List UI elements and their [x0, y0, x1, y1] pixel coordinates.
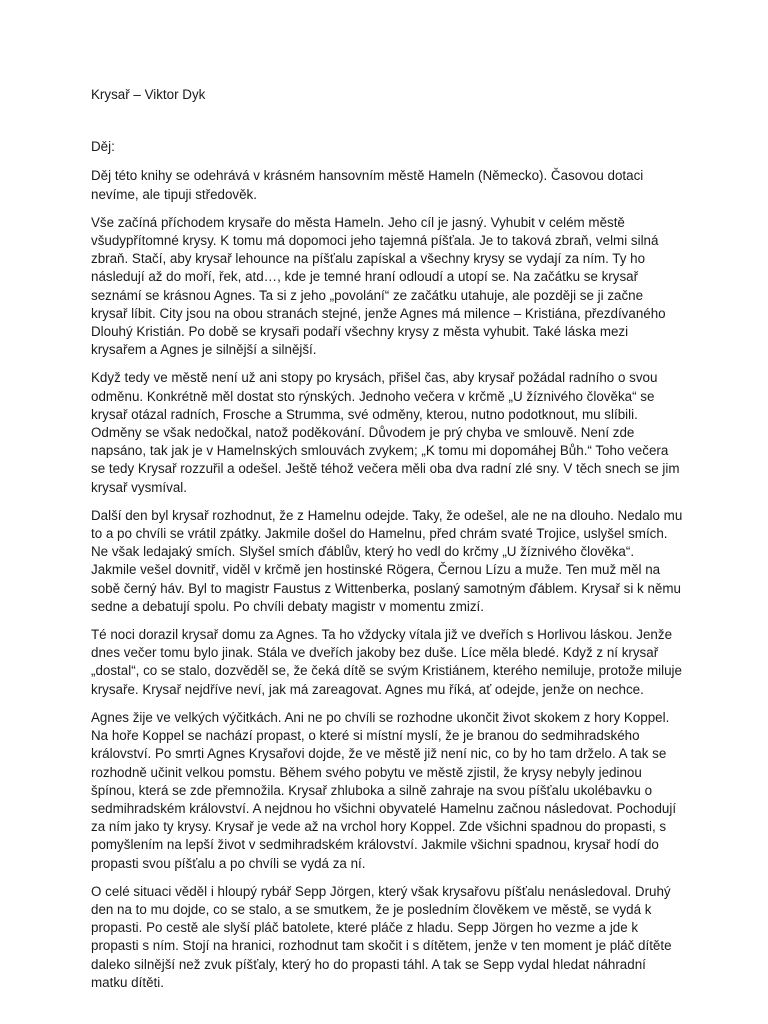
document-page [91, 86, 683, 992]
paragraph-5: Té noci dorazil krysař domu za Agnes. Ta ho vždycky vítala již ve dveřích s Horlivou láskou. Jenže dnes večer tomu bylo jinak. Stála ve dveřích jakoby bez duše. Líce měla bledé. Když z ní krysař „dostal“, co se stalo, dozvěděl se, že čeká dítě se svým Kristiánem, kterého nemiluje, protože miluje krysaře. Krysař nejdříve neví, jak má zareagovat. Agnes mu říká, ať odejde, jenže on nechce. [91, 627, 682, 697]
paragraph-3: Když tedy ve městě není už ani stopy po krysách, přišel čas, aby krysař požádal radního o svou odměnu. Konkrétně měl dostat sto rýnských. Jednoho večera v krčmě „U žíznivého člověka“ se krysař otázal radních, Frosche a Strumma, své odměny, kterou, nutno podotknout, mu slíbili. Odměny se však nedočkal, natož poděkování. Důvodem je prý chyba ve smlouvě. Není zde napsáno, tak jak je v Hamelnských smlouvách zvykem; „K tomu mi dopomáhej Bůh.“ Toho večera se tedy Krysař rozzuřil a odešel. Ještě téhož večera měli oba dva radní zlé sny. V těch snech se jim krysař vysmíval. [91, 370, 680, 495]
paragraph-6: Agnes žije ve velkých výčitkách. Ani ne po chvíli se rozhodne ukončit život skokem z hory Koppel. Na hoře Koppel se nachází propast, o které si místní myslí, že je branou do sedmihradského království. Po smrti Agnes Krysařovi dojde, že ve městě již není nic, co by ho tam drželo. A tak se rozhodně učinit velkou pomstu. Během svého pobytu ve městě zjistil, že krysy nebyly jedinou špínou, která se zde přemnožila. Krysař zhluboka a silně zahraje na svou píšťalu ukolébavku o sedmihradském království. A nejdnou ho všichni obyvatelé Hamelnu začnou následovat. Pochodují za ním jako ty krysy. Krysař je vede až na vrchol hory Koppel. Zde všichni spadnou do propasti, s pomyšlením na lepší život v sedmihradském království. Jakmile všichni spadnou, krysař hodí do propasti svou píšťalu a po chvíli se vydá za ní. [91, 709, 677, 871]
paragraph-1: Děj této knihy se odehrává v krásném hansovním městě Hameln (Německo). Časovou dotaci nevíme, ale tipuji středověk. [91, 168, 644, 202]
paragraph-2: Vše začíná příchodem krysaře do města Hameln. Jeho cíl je jasný. Vyhubit v celém městě všudypřítomné krysy. K tomu má dopomoci jeho tajemná píšťala. Je to taková zbraň, velmi silná zbraň. Stačí, aby krysař lehounce na píšťalu zapískal a všechny krysy se vydají za ním. Ty ho následují až do moří, řek, atd…, kde je temné hraní odloudí a utopí se. Na začátku se krysař seznámí se krásnou Agnes. Ta si z jeho „povolání“ ze začátku utahuje, ale později se ji začne krysař líbit. City jsou na obou stranách stejné, jenže Agnes má milence – Kristiána, přezdívaného Dlouhý Kristián. Po době se krysaři podaří všechny krysy z města vyhubit. Také láska mezi krysařem a Agnes je silnější a silnější. [91, 214, 666, 358]
document-title: Krysař – Viktor Dyk [91, 87, 206, 102]
section-label: Děj: [91, 139, 115, 155]
paragraph-7: O celé situaci věděl i hloupý rybář Sepp Jörgen, který však krysařovu píšťalu nenásledoval. Druhý den na to mu dojde, co se stalo, a se smutkem, že je posledním člověkem ve městě, se vydá k propasti. Po cestě ale slyší pláč batolete, které pláče z hladu. Sepp Jörgen ho vezme a jde k propasti s ním. Stojí na hranici, rozhodnut tam skočit i s dítětem, jenže v ten moment je pláč dítěte daleko silnější než zvuk píšťaly, který ho do propasti táhl. A tak se Sepp vydal hledat náhradní matku dítěti. [91, 883, 672, 990]
paragraph-4: Další den byl krysař rozhodnut, že z Hamelnu odejde. Taky, že odešel, ale ne na dlouho. Nedalo mu to a po chvíli se vrátil zpátky. Jakmile došel do Hamelnu, před chrám svaté Trojice, uslyšel smích. Ne však ledajaký smích. Slyšel smích ďáblův, který ho vedl do krčmy „U žíznivého člověka“. Jakmile vešel dovnitř, viděl v krčmě jen hostinské Rögera, Černou Lízu a muže. Ten muž měl na sobě černý háv. Byl to magistr Faustus z Wittenberka, poslaný samotným ďáblem. Krysař si k němu sedne a debatují spolu. Po chvíli debaty magistr v momentu zmizí. [91, 507, 683, 614]
